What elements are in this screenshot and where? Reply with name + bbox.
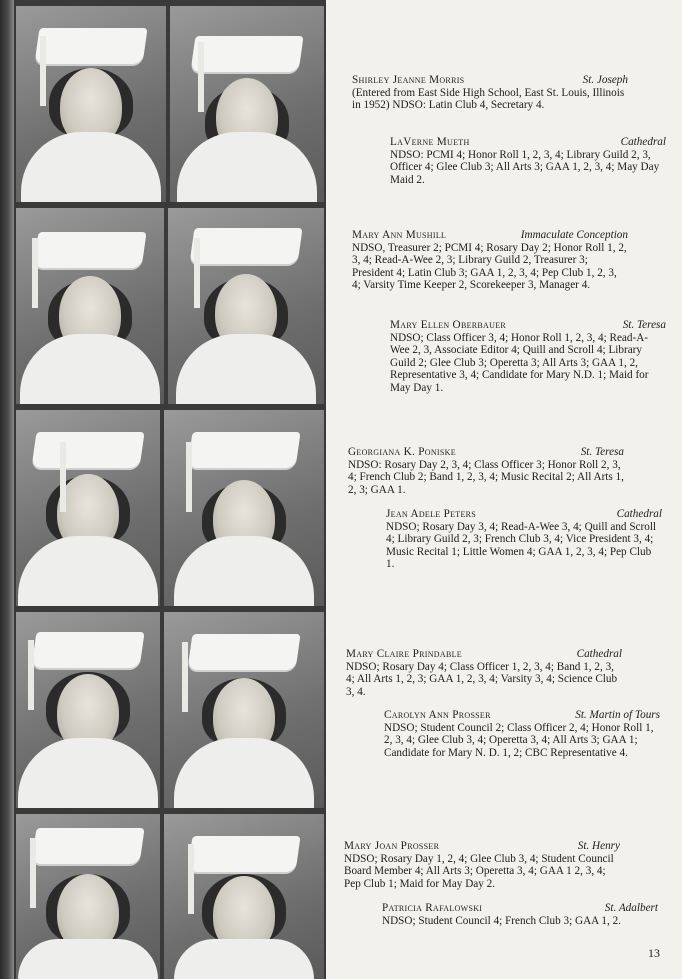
student-name: Mary Ellen Oberbauer bbox=[390, 319, 507, 331]
parish-name: St. Teresa bbox=[580, 446, 624, 458]
student-name: Mary Joan Prosser bbox=[344, 840, 440, 852]
activities-text: (Entered from East Side High School, East St. Louis, Illinois in 1952) NDSO: Latin Club 4, Secretary 4. bbox=[352, 86, 625, 112]
activities-text: NDSO; Rosary Day 4; Class Officer 1, 2, 3, 4; Band 1, 2, 3, 4; All Arts 1, 2, 3; GAA 1, 2, 3, 4; Varsity 3, 4; Science Club 3, 4. bbox=[346, 660, 618, 698]
student-name: Patricia Rafalowski bbox=[382, 902, 483, 914]
parish-name: St. Martin of Tours bbox=[575, 709, 660, 721]
portrait-photo bbox=[168, 208, 324, 404]
portrait-photo bbox=[164, 612, 324, 808]
parish-name: Cathedral bbox=[576, 648, 622, 660]
student-name: Carolyn Ann Prosser bbox=[384, 709, 491, 721]
student-name: LaVerne Mueth bbox=[390, 136, 470, 148]
student-name: Georgiana K. Poniske bbox=[348, 446, 456, 458]
parish-name: Cathedral bbox=[620, 136, 666, 148]
senior-entry bbox=[384, 709, 660, 759]
portrait-photo bbox=[164, 410, 324, 606]
senior-entry bbox=[348, 446, 624, 496]
portrait-photo bbox=[16, 612, 160, 808]
senior-entry bbox=[390, 136, 666, 186]
parish-name: St. Joseph bbox=[582, 74, 628, 86]
student-name: Mary Claire Prindable bbox=[346, 648, 462, 660]
activities-text: NDSO; Rosary Day 3, 4; Read-A-Wee 3, 4; Quill and Scroll 4; Library Guild 2, 3; French Club 3, 4; Vice President 3, 4; Music Recital 1; Little Women 4; GAA 1, 2, 3, 4; Pep Club 1. bbox=[386, 520, 657, 571]
activities-text: NDSO; Class Officer 3, 4; Honor Roll 1, 2, 3, 4; Read-A-Wee 2, 3, Associate Editor 4; Quill and Scroll 4; Library Guild 2; Glee Club 3; Operetta 3; All Arts 3; GAA 1, 2, Representative 3, 4; Candidate for Mary N.D. 1; Maid for May Day 1. bbox=[390, 331, 649, 394]
photo-column bbox=[14, 0, 326, 979]
activities-text: NDSO, Treasurer 2; PCMI 4; Rosary Day 2; Honor Roll 1, 2, 3, 4; Read-A-Wee 2, 3; Library Guild 2, Treasurer 3; President 4; Latin Club 3; GAA 1, 2, 3, 4; Pep Club 1, 2, 3, 4; Varsity Time Keeper 2, Scorekeeper 3, Manager 4. bbox=[352, 241, 627, 292]
parish-name: Immaculate Conception bbox=[520, 229, 628, 241]
senior-entry bbox=[344, 840, 620, 890]
activities-text: NDSO: PCMI 4; Honor Roll 1, 2, 3, 4; Library Guild 2, 3, Officer 4; Glee Club 3; All Arts 3; GAA 1, 2, 3, 4; May Day Maid 2. bbox=[390, 148, 660, 186]
activities-text: NDSO; Student Council 4; French Club 3; GAA 1, 2. bbox=[382, 914, 621, 927]
page-number: 13 bbox=[648, 946, 660, 960]
senior-entry bbox=[382, 902, 658, 927]
student-name: Mary Ann Mushill bbox=[352, 229, 447, 241]
student-name: Jean Adele Peters bbox=[386, 508, 477, 520]
parish-name: St. Teresa bbox=[622, 319, 666, 331]
parish-name: St. Adalbert bbox=[604, 902, 658, 914]
student-name: Shirley Jeanne Morris bbox=[352, 74, 465, 86]
portrait-photo bbox=[16, 410, 160, 606]
portrait-photo bbox=[164, 814, 324, 979]
senior-entry bbox=[386, 508, 662, 571]
book-spine-shadow bbox=[0, 0, 14, 979]
senior-entry bbox=[346, 648, 622, 698]
activities-text: NDSO; Rosary Day 1, 2, 4; Glee Club 3, 4; Student Council Board Member 4; All Arts 3; Operetta 3, 4; GAA 1 2, 3, 4; Pep Club 1; Maid for May Day 2. bbox=[344, 852, 614, 890]
portrait-photo bbox=[16, 6, 166, 202]
activities-text: NDSO: Rosary Day 2, 3, 4; Class Officer 3; Honor Roll 2, 3, 4; French Club 2; Band 1, 2, 3, 4; Music Recital 2; All Arts 1, 2, 3; GAA 1. bbox=[348, 458, 624, 496]
senior-entry bbox=[390, 319, 666, 395]
portrait-photo bbox=[170, 6, 324, 202]
portrait-photo bbox=[16, 208, 164, 404]
parish-name: St. Henry bbox=[577, 840, 620, 852]
activities-text: NDSO; Student Council 2; Class Officer 2, 4; Honor Roll 1, 2, 3, 4; Glee Club 3, 4; Operetta 3, 4; All Arts 3; GAA 1; Candidate for Mary N. D. 1, 2; CBC Representative 4. bbox=[384, 721, 654, 759]
parish-name: Cathedral bbox=[616, 508, 662, 520]
portrait-photo bbox=[16, 814, 160, 979]
senior-entry bbox=[352, 229, 628, 292]
senior-entry bbox=[352, 74, 628, 112]
